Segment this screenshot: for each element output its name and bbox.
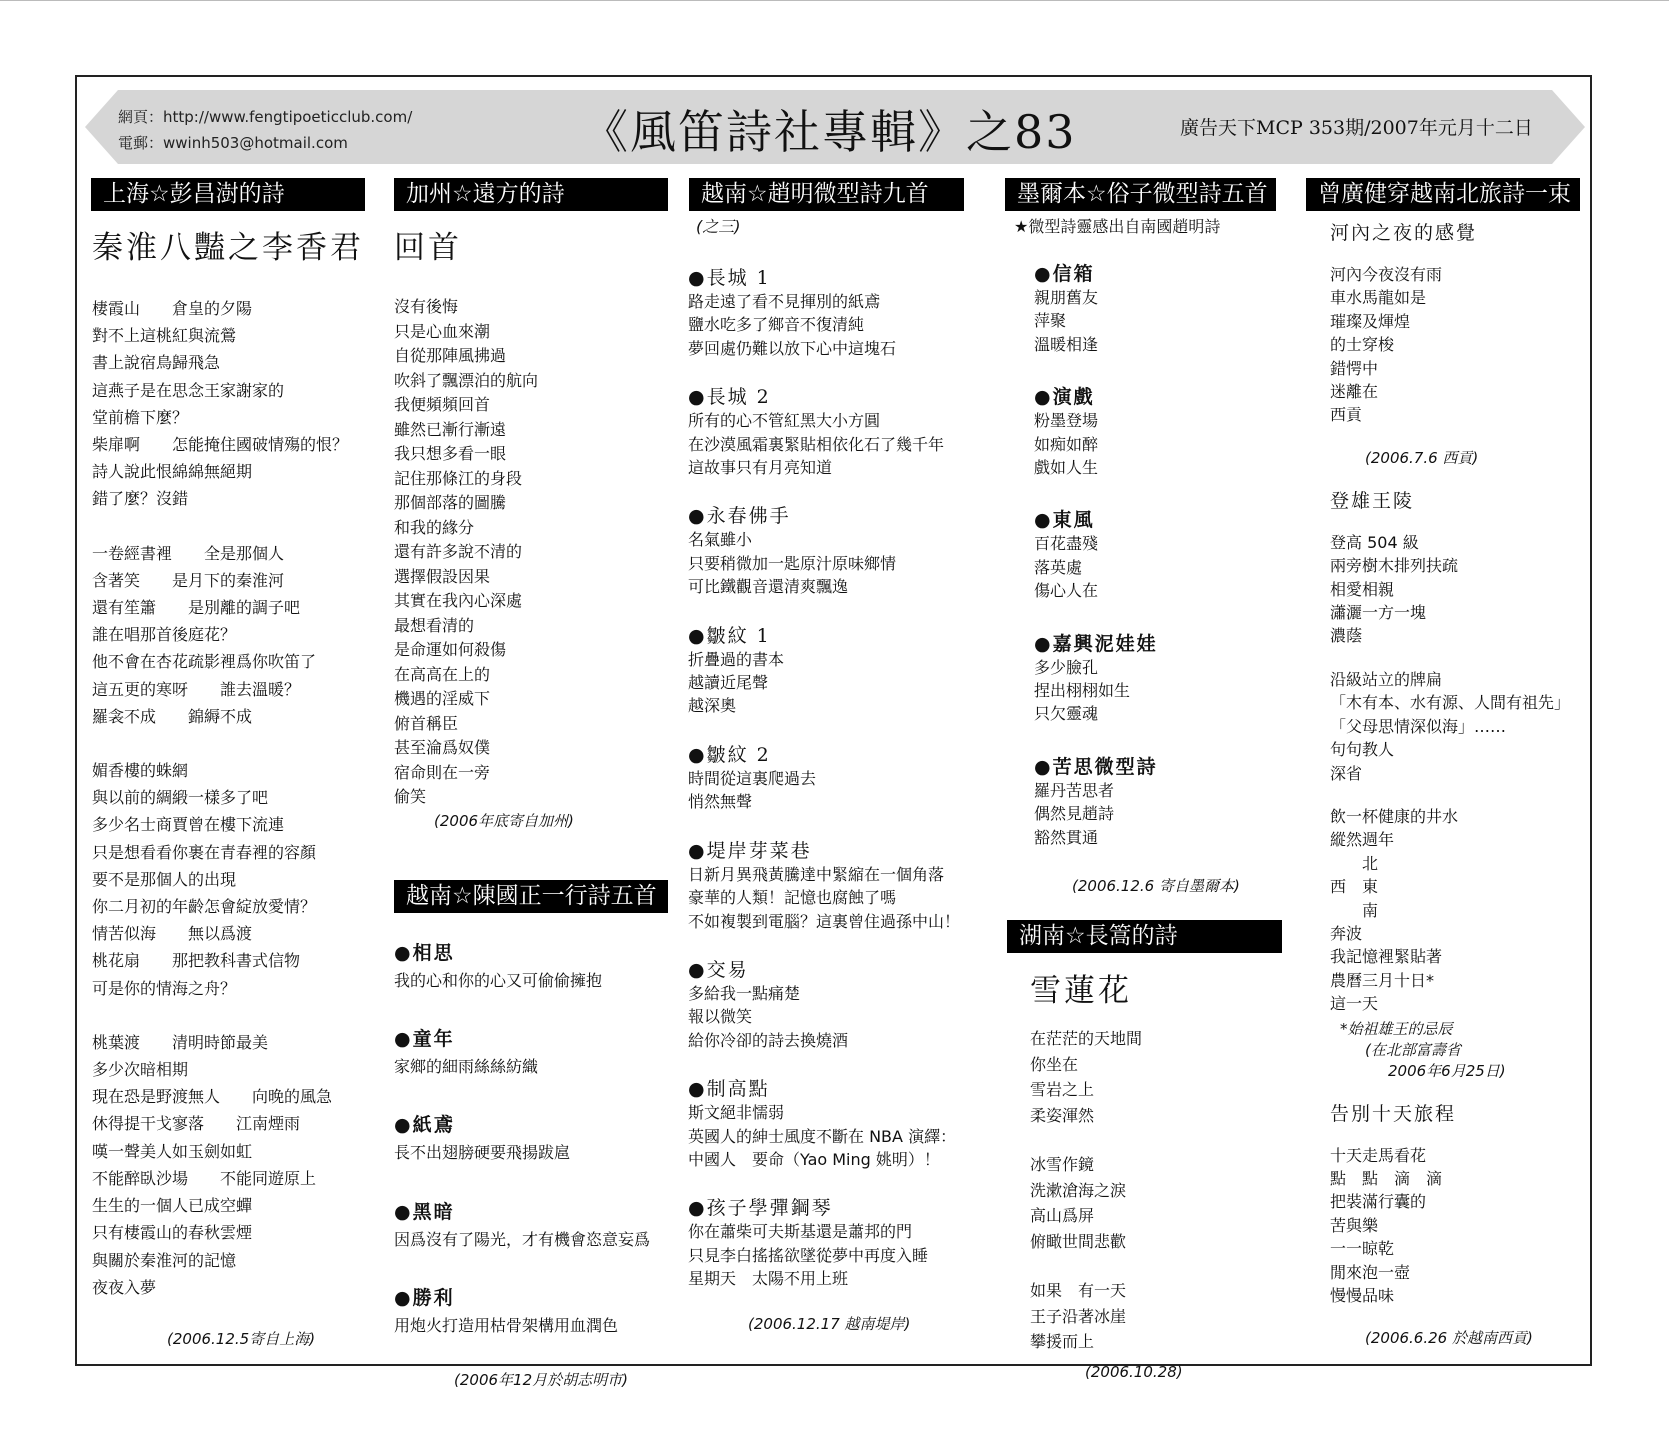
poem-title: 告別十天旅程 <box>1330 1102 1457 1125</box>
poem-line: 南 <box>1330 900 1379 920</box>
col2-title: 回首 <box>394 230 462 266</box>
poem <box>1034 505 1240 602</box>
poem-line: 堂前檐下麼？ <box>92 407 189 427</box>
poem-line: 河內今夜沒有雨 <box>1330 265 1443 284</box>
poem <box>1330 486 1570 1081</box>
stanza <box>1330 805 1570 1016</box>
poem-line: 我記憶裡緊貼著 <box>1330 947 1443 967</box>
poem-line: 星期天 太陽不用上班 <box>688 1269 849 1289</box>
poem-line: 在高高在上的 <box>394 664 491 684</box>
col1-date: (2006.12.5寄自上海) <box>167 1329 316 1348</box>
col4-poem2 <box>1030 965 1183 1381</box>
poem-line: 相愛相親 <box>1330 579 1395 599</box>
poem-line: 給你冷卻的詩去換燒酒 <box>688 1030 849 1050</box>
poem-line: 冰雪作鏡 <box>1030 1155 1095 1174</box>
masthead-title: 《風笛詩社專輯》之83 <box>582 105 1077 159</box>
poem-line: 只見李白搖搖欲墜從夢中再度入睡 <box>688 1245 929 1265</box>
poem-line: 點 點 滴 滴 <box>1330 1168 1443 1188</box>
poem <box>688 1193 960 1290</box>
poem-line: 多少名士商賈曾在樓下流連 <box>92 815 285 835</box>
poem <box>1330 218 1570 468</box>
col3-date: (2006.12.17 越南堤岸) <box>748 1314 911 1333</box>
poem-line: 只欠靈魂 <box>1034 704 1099 724</box>
poem-line: 這一天 <box>1330 994 1379 1014</box>
poem-line: 你二月初的年齡怎會綻放愛情？ <box>92 897 317 917</box>
poem-title: ●相思 <box>394 942 455 964</box>
poem-line: 嘆一聲美人如玉劍如虹 <box>92 1141 253 1161</box>
poem <box>394 1283 650 1339</box>
poem-line: 我只想多看一眼 <box>394 444 507 463</box>
poem-line: 這五更的寒呀 誰去溫暖？ <box>92 679 301 699</box>
poem-line: 還有許多說不清的 <box>394 542 523 561</box>
poem-title: ●童年 <box>394 1028 455 1051</box>
poem <box>688 836 960 933</box>
poem-title: ●紙鳶 <box>394 1114 455 1137</box>
stanza <box>1030 1152 1183 1254</box>
poem-line: 的士穿梭 <box>1330 335 1395 355</box>
poem-line: 你在蕭柴可夫斯基還是蕭邦的門 <box>688 1222 913 1242</box>
poem-line: 這故事只有月亮知道 <box>688 458 833 478</box>
poem <box>394 1197 650 1253</box>
poem-line: 含著笑 是月下的秦淮河 <box>92 570 285 590</box>
poem-line: 慢慢品味 <box>1330 1286 1395 1305</box>
poem-line: 多少次暗相期 <box>92 1060 189 1080</box>
poem-line: 在沙漠風霜裏緊貼相依化石了幾千年 <box>688 434 945 454</box>
poem-line: 濃蔭 <box>1330 626 1363 646</box>
poem-line: 生生的一個人已成空蟬 <box>92 1196 253 1216</box>
poem-line: 一卷經書裡 全是那個人 <box>92 543 285 563</box>
col3-body <box>688 263 960 1291</box>
poem-line: 十天走馬看花 <box>1330 1145 1427 1165</box>
stanza <box>92 757 364 1002</box>
poem-line: 錯愕中 <box>1330 358 1379 378</box>
poem-line: 家鄉的細雨絲絲紡織 <box>394 1057 539 1077</box>
col3-header: 越南☆趙明微型詩九首 <box>689 178 964 211</box>
issue-info: 廣告天下MCP 353期/2007年元月十二日 <box>1180 117 1533 139</box>
col1-title: 秦淮八豔之李香君 <box>92 230 364 266</box>
stanza <box>1330 531 1570 648</box>
col2-poem <box>394 222 574 831</box>
poem-title: ●勝利 <box>394 1286 455 1309</box>
col3-sub: (之三) <box>696 217 741 236</box>
poem-line: 飲一杯健康的井水 <box>1330 806 1459 826</box>
col4-body2 <box>1030 1026 1183 1355</box>
col4-header: 墨爾本☆俗子微型詩五首 <box>1005 178 1276 211</box>
poem-line: 沿級站立的牌扁 <box>1330 669 1443 689</box>
poem-title: 河內之夜的感覺 <box>1330 222 1478 244</box>
poem <box>688 501 960 598</box>
poem-line: 越深奧 <box>688 696 737 716</box>
poem-line: 百花盡殘 <box>1034 534 1099 554</box>
poem-line: 柴扉啊 怎能掩住國破情殤的恨？ <box>92 435 349 455</box>
poem-line: 選擇假設因果 <box>394 566 491 586</box>
poem-line: 那個部落的圖騰 <box>394 493 507 512</box>
poem-line: 不如複製到電腦？這裏曾住過孫中山！ <box>688 911 961 931</box>
poem-line: 深省 <box>1330 763 1363 783</box>
email-address: 電郵：wwinh503@hotmail.com <box>118 134 348 152</box>
poem-line: 路走遠了看不見揮別的紙鳶 <box>688 292 881 311</box>
poem-line: 俯首稱臣 <box>394 713 459 733</box>
poem-line: 只要稍微加一匙原汁原味鄉情 <box>688 553 897 573</box>
top-rule <box>0 0 1669 1</box>
poem-line: 羅衾不成 錦縟不成 <box>92 706 253 726</box>
web-address: 網頁：http://www.fengtipoeticclub.com/ <box>118 108 413 126</box>
poem-line: 最想看清的 <box>394 615 475 635</box>
poem-line: 鹽水吃多了鄉音不復清純 <box>688 315 865 335</box>
poem-title: ●堤岸芽菜巷 <box>688 839 812 862</box>
poem-line: 情苦似海 無以爲渡 <box>92 924 253 944</box>
poem-title: ●嘉興泥娃娃 <box>1034 632 1158 655</box>
poem-line: 記住那條江的身段 <box>394 468 523 488</box>
poem-line: 如痴如醉 <box>1034 434 1099 454</box>
col4-sub: ★微型詩靈感出自南國趙明詩 <box>1014 217 1221 236</box>
poem <box>688 955 960 1052</box>
col2-date2: (2006年12月於胡志明市) <box>454 1371 628 1390</box>
poem-line: 豪華的人類！記憶也腐蝕了嗎 <box>688 888 897 908</box>
poem-line: 可是你的情海之舟？ <box>92 978 237 998</box>
col1-body <box>92 295 364 1301</box>
col4-header2: 湖南☆長篙的詩 <box>1007 920 1282 953</box>
col5-poems <box>1330 218 1570 1366</box>
poem <box>1034 382 1240 479</box>
poem-line: 一一晾乾 <box>1330 1239 1395 1259</box>
poem-line: 不能醉臥沙場 不能同遊原上 <box>92 1168 317 1188</box>
col2-body <box>394 295 574 810</box>
poem-line: 他不會在杏花疏影裡爲你吹笛了 <box>92 652 317 672</box>
poem-title: ●皺紋 1 <box>688 624 771 647</box>
col2-poem-list <box>394 938 650 1339</box>
poem-line: 日新月異飛黃騰達中緊縮在一個角落 <box>688 864 945 884</box>
poem-line: 偶然見趙詩 <box>1034 804 1115 824</box>
poem-date: (2006.7.6 西貢) <box>1365 448 1479 467</box>
poem-line: 北 <box>1330 853 1379 873</box>
poem-line: 西 東 <box>1330 877 1379 897</box>
poem <box>1034 259 1240 356</box>
poem-line: 甚至淪爲奴僕 <box>394 738 491 757</box>
stanza <box>1030 1278 1183 1355</box>
poem-line: 捏出栩栩如生 <box>1034 681 1131 701</box>
col4-date: (2006.12.6 寄自墨爾本) <box>1072 877 1240 896</box>
poem-line: 璀璨及煇煌 <box>1330 311 1411 331</box>
poem-line: 可比鐵觀音還清爽飄逸 <box>688 577 849 597</box>
poem-line: 和我的緣分 <box>394 517 475 537</box>
poem <box>1034 752 1240 849</box>
poem <box>1330 1099 1570 1349</box>
poem-line: 只有棲霞山的春秋雲煙 <box>92 1223 253 1243</box>
poem-line: 中國人 要命（Yao Ming 姚明）！ <box>688 1149 940 1169</box>
poem-line: 時間從這裏爬過去 <box>688 768 817 788</box>
poem-title: 登雄王陵 <box>1330 489 1415 512</box>
poem <box>394 1024 650 1080</box>
poem-line: 錯了麼？沒錯 <box>92 489 189 509</box>
poem-line: 瀟灑一方一塊 <box>1330 603 1427 623</box>
poem-line: 詩人說此恨綿綿無絕期 <box>92 462 253 482</box>
poem-line: 車水馬龍如是 <box>1330 288 1427 308</box>
poem-line: 閒來泡一壺 <box>1330 1262 1411 1282</box>
poem-line: 傷心人在 <box>1034 581 1099 601</box>
poem-title: ●交易 <box>688 958 749 981</box>
poem-line: 斯文絕非懦弱 <box>688 1103 785 1123</box>
poem-line: 宿命則在一旁 <box>394 762 491 782</box>
poem-line: 報以微笑 <box>688 1007 753 1027</box>
stanza <box>92 1029 364 1301</box>
poem-title: ●長城 1 <box>688 267 771 289</box>
col3-poems <box>688 214 960 1334</box>
poem-line: 名氣雖小 <box>688 530 753 550</box>
poem-line: 與以前的綢緞一樣多了吧 <box>92 788 269 808</box>
poem-line: 夢回處仍難以放下心中這塊石 <box>688 338 897 358</box>
poem <box>394 938 650 994</box>
poem-date: (在北部富壽省 <box>1365 1040 1461 1059</box>
poem-line: 王子沿著冰崖 <box>1030 1306 1127 1326</box>
poem-title: ●皺紋 2 <box>688 743 771 766</box>
stanza <box>1330 1144 1570 1308</box>
poem-line: 萍聚 <box>1034 311 1067 331</box>
poem <box>1034 629 1240 726</box>
col4-body <box>1034 259 1240 849</box>
poem-line: 偷笑 <box>394 787 427 806</box>
poem-line: 媚香樓的蛛網 <box>92 761 189 781</box>
poem-line: 高山爲屏 <box>1030 1206 1095 1225</box>
poem-line: 只是心血來潮 <box>394 321 491 341</box>
col1-poem <box>92 222 364 1349</box>
stanza <box>92 540 364 730</box>
poem-line: 「父母思情深似海」…… <box>1330 716 1507 736</box>
poem-line: 雪岩之上 <box>1030 1080 1095 1099</box>
poem-line: 溫暖相逢 <box>1034 334 1099 354</box>
col2-oneline-poems <box>394 938 650 1390</box>
poem-title: ●東風 <box>1034 509 1095 532</box>
poem-line: 攀援而上 <box>1030 1332 1095 1351</box>
poem-line: 洗漱滄海之淚 <box>1030 1180 1127 1200</box>
poem-date: (2006.6.26 於越南西貢) <box>1365 1329 1533 1348</box>
poem-line: 兩旁樹木排列扶疏 <box>1330 556 1459 576</box>
poem-line: 句句教人 <box>1330 740 1395 760</box>
col1-header: 上海☆彭昌澍的詩 <box>91 178 365 211</box>
col2-header: 加州☆遠方的詩 <box>394 178 668 211</box>
poem-line: 吹斜了飄漂泊的航向 <box>394 370 539 390</box>
poem-title: ●演戲 <box>1034 386 1095 409</box>
stanza <box>1330 263 1570 427</box>
poem-line: 粉墨登場 <box>1034 411 1099 431</box>
poem <box>688 621 960 718</box>
poem-line: 書上說宿鳥歸飛急 <box>92 353 221 373</box>
poem-line: 機遇的淫威下 <box>394 689 491 708</box>
col4-title2: 雪蓮花 <box>1030 973 1132 1009</box>
poem-title: ●信箱 <box>1034 263 1095 285</box>
poem-line: 親朋舊友 <box>1034 288 1099 307</box>
poem-title: ●制高點 <box>688 1078 770 1101</box>
poem-line: 把裝滿行囊的 <box>1330 1192 1427 1212</box>
poem-line: 對不上這桃紅與流鶯 <box>92 326 237 346</box>
poem-line: 沒有後悔 <box>394 297 459 316</box>
poem-title: ●永春佛手 <box>688 505 791 528</box>
poem-line: 多少臉孔 <box>1034 657 1099 677</box>
poem-line: 是命運如何殺傷 <box>394 640 507 659</box>
poem-line: 戲如人生 <box>1034 458 1099 478</box>
poem-line: 要不是那個人的出現 <box>92 869 237 889</box>
poem-line: 登高 504 級 <box>1330 532 1419 552</box>
poem-line: 與關於秦淮河的記憶 <box>92 1250 237 1270</box>
poem-line: 柔姿渾然 <box>1030 1105 1095 1125</box>
poem-line: 因爲沒有了陽光，才有機會恣意妄爲 <box>394 1229 651 1249</box>
poem <box>688 382 960 479</box>
poem <box>688 740 960 814</box>
poem-line: 豁然貫通 <box>1034 827 1099 847</box>
poem-line: 農曆三月十日* <box>1330 970 1435 990</box>
poem-line: 在茫茫的天地間 <box>1030 1029 1143 1048</box>
col4-poems <box>1014 214 1240 896</box>
poem-date: 2006年6月25日) <box>1388 1061 1506 1080</box>
col2-header2: 越南☆陳國正一行詩五首 <box>394 880 668 913</box>
poem-line: 其實在我內心深處 <box>394 591 523 610</box>
poem-title: ●長城 2 <box>688 386 771 409</box>
poem-line: 苦與樂 <box>1330 1215 1379 1235</box>
poem <box>394 1110 650 1166</box>
poem-line: 迷離在 <box>1330 382 1379 402</box>
poem-line: 我便頻頻回首 <box>394 395 491 414</box>
poem-line: 西貢 <box>1330 405 1363 425</box>
poem-line: 休得提干戈寥落 江南煙雨 <box>92 1114 301 1134</box>
poem-line: 俯瞰世間悲歡 <box>1030 1231 1127 1251</box>
poem-line: 「木有本、水有源、人間有祖先」 <box>1330 693 1571 713</box>
poem-line: 悄然無聲 <box>688 792 753 812</box>
poem-title: ●黑暗 <box>394 1200 455 1223</box>
poem-line: 落英處 <box>1034 557 1083 577</box>
poem-line: 現在恐是野渡無人 向晚的風急 <box>92 1087 333 1107</box>
col2-date: (2006年底寄自加州) <box>434 811 574 830</box>
poem-line: 所有的心不管紅黑大小方圓 <box>688 411 881 431</box>
col4-date2: (2006.10.28) <box>1085 1362 1183 1381</box>
poem-line: 還有笙簫 是別離的調子吧 <box>92 598 301 618</box>
poem-line: 你坐在 <box>1030 1054 1079 1074</box>
col5-header: 曾廣健穿越南北旅詩一束 <box>1306 178 1580 211</box>
poem-title: ●孩子學彈鋼琴 <box>688 1197 833 1220</box>
poem-line: 自從那陣風拂過 <box>394 346 507 365</box>
stanza <box>1330 668 1570 785</box>
poem-line: 桃花扇 那把教科書式信物 <box>92 951 301 971</box>
poem-line: 我的心和你的心又可偷偷擁抱 <box>394 971 603 990</box>
col5-body <box>1330 218 1570 1348</box>
poem-line: 棲霞山 倉皇的夕陽 <box>92 299 253 318</box>
poem-line: 用炮火打造用枯骨架構用血潤色 <box>394 1315 619 1335</box>
poem <box>688 263 960 360</box>
poem-line: 雖然已漸行漸遠 <box>394 419 507 439</box>
poem-line: 夜夜入夢 <box>92 1277 157 1297</box>
poem-line: 只是想看看你裹在青春裡的容顏 <box>92 842 317 862</box>
poem <box>688 1074 960 1171</box>
poem-line: 折疊過的書本 <box>688 649 785 669</box>
stanza <box>1030 1026 1183 1128</box>
poem-title: ●苦思微型詩 <box>1034 755 1158 778</box>
poem-line: 多給我一點痛楚 <box>688 983 801 1003</box>
poem-line: 這燕子是在思念王家謝家的 <box>92 380 285 400</box>
poem-line: 奔波 <box>1330 923 1363 943</box>
poem-line: 桃葉渡 清明時節最美 <box>92 1032 269 1052</box>
poem-line: 越讀近尾聲 <box>688 673 769 693</box>
poem-line: 如果 有一天 <box>1030 1281 1127 1300</box>
poem-line: 英國人的紳士風度不斷在 NBA 演繹： <box>688 1126 957 1146</box>
poem-line: 羅丹苦思者 <box>1034 780 1115 800</box>
poem-line: 縱然週年 <box>1330 830 1395 850</box>
poem-note: *始祖雄王的忌辰 <box>1340 1019 1453 1038</box>
stanza <box>92 295 364 513</box>
poem-line: 長不出翅膀硬要飛揚跋扈 <box>394 1143 571 1163</box>
poem-line: 誰在唱那首後庭花？ <box>92 625 237 645</box>
